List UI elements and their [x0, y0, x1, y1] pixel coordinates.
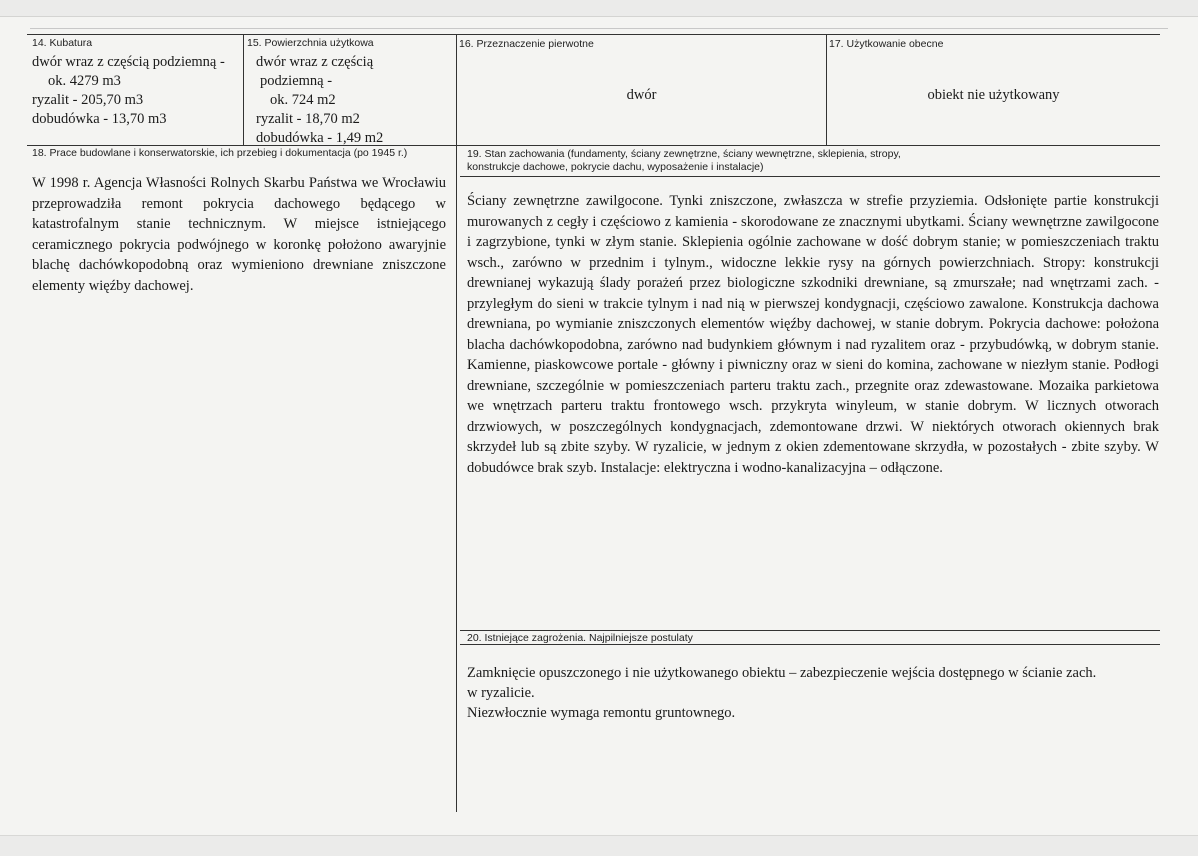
scan-bottom-edge: [0, 835, 1198, 856]
zagrozenia-line: w ryzalicie.: [467, 685, 535, 701]
field-16-value: dwór: [626, 87, 657, 103]
top-border: [27, 34, 1160, 35]
field-19-label-line1: 19. Stan zachowania (fundamenty, ściany zewnętrzne, ściany wewnętrzne, sklepienia, stropy,: [467, 148, 901, 160]
kubatura-line: ryzalit - 205,70 m3: [32, 92, 144, 108]
field-17-value: obiekt nie użytkowany: [927, 87, 1060, 103]
field-16-label: 16. Przeznaczenie pierwotne: [459, 38, 594, 50]
section-20-top-border: [460, 630, 1160, 631]
field-14-label: 14. Kubatura: [32, 37, 93, 49]
divider-14-15: [243, 34, 244, 145]
zagrozenia-line: Zamknięcie opuszczonego i nie użytkowanego obiektu – zabezpieczenie wejścia dostępnego w ścianie zach.: [467, 665, 1097, 681]
powierzchnia-line: ok. 724 m2: [270, 92, 336, 108]
field-20-text: [467, 663, 1167, 723]
scan-top-edge: [0, 0, 1198, 17]
header-row-bottom-border: [27, 145, 1160, 146]
kubatura-line: dwór wraz z częścią podziemną -: [32, 54, 225, 70]
powierzchnia-line: podziemną -: [260, 73, 333, 89]
main-vertical-divider: [456, 34, 457, 812]
powierzchnia-line: dobudówka - 1,49 m2: [256, 130, 384, 146]
zagrozenia-line: Niezwłocznie wymaga remontu gruntownego.: [467, 705, 736, 721]
scan-faint-line: [30, 28, 1168, 29]
field-15-value: [256, 53, 452, 148]
field-14-value: [32, 53, 240, 129]
field-15-label: 15. Powierzchnia użytkowa: [247, 37, 374, 49]
field-17-label: 17. Użytkowanie obecne: [829, 38, 944, 50]
field-18-label: 18. Prace budowlane i konserwatorskie, ich przebieg i dokumentacja (po 1945 r.): [32, 147, 408, 159]
section-19-label-underline: [460, 176, 1160, 177]
field-20-label: 20. Istniejące zagrożenia. Najpilniejsze postulaty: [467, 632, 693, 644]
section-20-label-underline: [460, 644, 1160, 645]
powierzchnia-line: ryzalit - 18,70 m2: [256, 111, 360, 127]
field-19-text: Ściany zewnętrzne zawilgocone. Tynki zniszczone, zwłaszcza w strefie przyziemia. Odsłonięte partie konstrukcji murowanych z cegły i częściowo z kamienia - skorodowane ze znacznymi ubytkami. Ściany wewnętrzne zawilgocone i zagrzybione, tynki w złym stanie. Sklepienia ogólnie zachowane w dość dobrym stanie; w pomieszczeniach traktu wsch., zarówno w przednim i tylnym., widoczne lekkie rysy na górnych powierzchniach. Stropy: konstrukcji drewnianej wykazują ślady porażeń przez biologiczne szkodniki drewniane, są zmurszałe; nad wnętrzami zach. - przyległym do sieni w trakcie tylnym i nad nią w pierwszej kondygnacji, częściowo zawalone. Konstrukcja dachowa drewniana, po wymianie zniszczonych elementów więźby dachowej, w stanie dobrym. Pokrycia dachowe: położona blacha dachówkopodobna, zarówno nad budynkiem głównym i nad ryzalitem oraz - przybudówką, w dobrym stanie. Kamienne, piaskowcowe portale - główny i piwniczny oraz w sieni do komina, zachowane w niezłym stanie. Podłogi drewniane, szczególnie w pomieszczeniach parteru traktu zach., przegnite oraz zdewastowane. Mozaika parkietowa we wnętrzach parteru traktu frontowego wsch. przykryta winyleum, w stanie dobrym. W licznych otworach drzwiowych, w poszczególnych kondygnacjach, zdemontowane drzwi. W niektórych otworach okiennych brak skrzydeł lub są zbite szyby. W ryzalicie, w jednym z okien zdementowane skrzydła, w pozostałych - zbite szyby. W dobudówce brak szyb. Instalacje: elektryczna i wodno-kanalizacyjna – odłączone.: [467, 193, 1159, 476]
field-18-text: W 1998 r. Agencja Własności Rolnych Skarbu Państwa we Wrocławiu przeprowadziła remont pokrycia dachowego będącego w katastrofalnym stanie technicznym. W miejsce istniejącego ceramicznego pokrycia podwójnego w koronkę położono awaryjnie blachę dachówkopodobną oraz wymieniono drewniane zniszczone elementy więźby dachowej.: [32, 175, 446, 294]
kubatura-line: dobudówka - 13,70 m3: [32, 111, 167, 127]
powierzchnia-line: dwór wraz z częścią: [256, 54, 374, 70]
kubatura-line: ok. 4279 m3: [48, 73, 121, 89]
field-19-label-line2: konstrukcje dachowe, pokrycie dachu, wyposażenie i instalacje): [467, 161, 764, 173]
